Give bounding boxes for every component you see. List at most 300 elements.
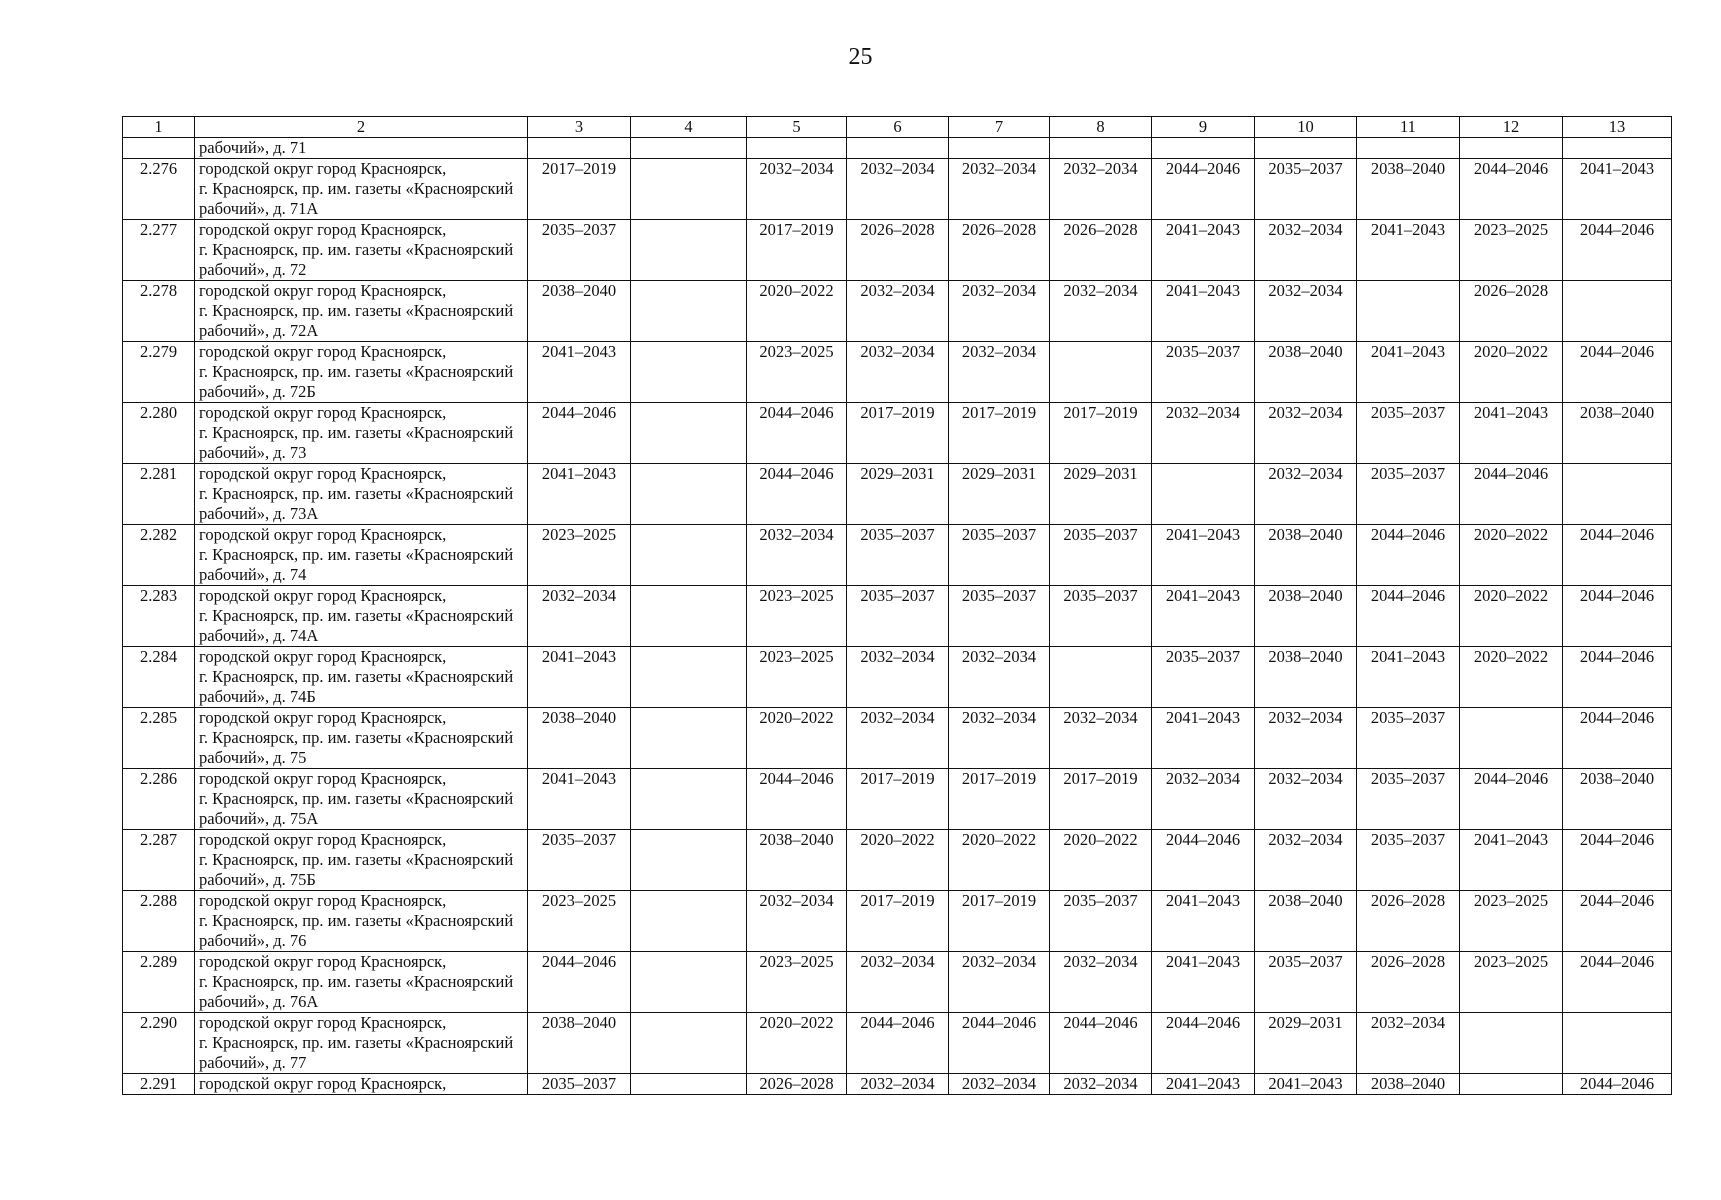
period-cell: 2044–2046 — [1460, 464, 1563, 525]
period-cell: 2035–2037 — [1357, 708, 1460, 769]
period-cell: 2044–2046 — [1152, 1013, 1255, 1074]
period-cell — [747, 138, 847, 159]
period-cell — [1357, 281, 1460, 342]
address-cell — [195, 220, 528, 281]
address-cell — [195, 281, 528, 342]
period-cell: 2023–2025 — [1460, 220, 1563, 281]
column-header: 10 — [1255, 117, 1357, 138]
period-cell: 2038–2040 — [528, 1013, 631, 1074]
row-number: 2.289 — [123, 952, 195, 1013]
period-cell — [631, 220, 747, 281]
period-cell: 2044–2046 — [1357, 586, 1460, 647]
period-cell: 2017–2019 — [949, 891, 1050, 952]
period-cell — [1460, 138, 1563, 159]
period-cell: 2038–2040 — [1563, 769, 1672, 830]
row-number — [123, 138, 195, 159]
address-line: рабочий», д. 72Б — [199, 382, 316, 401]
period-cell: 2044–2046 — [528, 403, 631, 464]
period-cell: 2038–2040 — [1357, 159, 1460, 220]
period-cell — [631, 138, 747, 159]
period-cell: 2020–2022 — [1460, 342, 1563, 403]
address-line: городской округ город Красноярск, — [199, 281, 447, 300]
page-number: 25 — [848, 44, 873, 70]
period-cell: 2044–2046 — [847, 1013, 949, 1074]
period-cell: 2035–2037 — [847, 586, 949, 647]
period-cell: 2035–2037 — [1152, 647, 1255, 708]
address-line: городской округ город Красноярск, — [199, 464, 447, 483]
period-cell — [1152, 464, 1255, 525]
period-cell: 2038–2040 — [1357, 1074, 1460, 1095]
address-line: г. Красноярск, пр. им. газеты «Красноярский — [199, 911, 514, 930]
address-line: рабочий», д. 75Б — [199, 870, 316, 889]
period-cell — [1050, 647, 1152, 708]
period-cell: 2032–2034 — [847, 952, 949, 1013]
period-cell — [631, 525, 747, 586]
period-cell: 2038–2040 — [528, 281, 631, 342]
period-cell: 2035–2037 — [1152, 342, 1255, 403]
row-number: 2.280 — [123, 403, 195, 464]
period-cell: 2041–2043 — [1460, 403, 1563, 464]
row-number: 2.290 — [123, 1013, 195, 1074]
period-cell: 2035–2037 — [1357, 830, 1460, 891]
address-line: г. Красноярск, пр. им. газеты «Красноярский — [199, 1033, 514, 1052]
period-cell: 2035–2037 — [528, 830, 631, 891]
address-line: г. Красноярск, пр. им. газеты «Красноярский — [199, 789, 514, 808]
column-header: 4 — [631, 117, 747, 138]
period-cell — [1563, 1013, 1672, 1074]
period-cell — [1050, 138, 1152, 159]
address-cell — [195, 1013, 528, 1074]
period-cell: 2023–2025 — [747, 647, 847, 708]
period-cell: 2038–2040 — [1255, 647, 1357, 708]
period-cell: 2041–2043 — [1152, 952, 1255, 1013]
address-line: г. Красноярск, пр. им. газеты «Красноярский — [199, 301, 514, 320]
address-line: рабочий», д. 73 — [199, 443, 307, 462]
period-cell: 2032–2034 — [847, 1074, 949, 1095]
period-cell: 2044–2046 — [1050, 1013, 1152, 1074]
period-cell: 2041–2043 — [1152, 1074, 1255, 1095]
period-cell — [1460, 708, 1563, 769]
period-cell: 2041–2043 — [528, 769, 631, 830]
column-header: 5 — [747, 117, 847, 138]
period-cell — [1563, 464, 1672, 525]
address-cell — [195, 647, 528, 708]
period-cell — [631, 891, 747, 952]
address-line: г. Красноярск, пр. им. газеты «Красноярский — [199, 240, 514, 259]
period-cell: 2041–2043 — [1152, 891, 1255, 952]
address-line: рабочий», д. 75А — [199, 809, 319, 828]
table-row — [123, 1013, 1672, 1074]
period-cell: 2044–2046 — [747, 403, 847, 464]
period-cell: 2032–2034 — [949, 708, 1050, 769]
period-cell: 2032–2034 — [847, 159, 949, 220]
period-cell: 2023–2025 — [528, 525, 631, 586]
column-header: 2 — [195, 117, 528, 138]
period-cell: 2035–2037 — [1255, 952, 1357, 1013]
period-cell: 2041–2043 — [1152, 220, 1255, 281]
address-line: городской округ город Красноярск, — [199, 647, 447, 666]
table-row — [123, 138, 1672, 159]
column-header: 3 — [528, 117, 631, 138]
period-cell: 2032–2034 — [1050, 281, 1152, 342]
period-cell: 2017–2019 — [747, 220, 847, 281]
address-line: г. Красноярск, пр. им. газеты «Красноярский — [199, 423, 514, 442]
period-cell — [631, 464, 747, 525]
period-cell: 2038–2040 — [1255, 586, 1357, 647]
period-cell: 2044–2046 — [1563, 830, 1672, 891]
address-line: городской округ город Красноярск, — [199, 525, 447, 544]
period-cell: 2032–2034 — [1255, 403, 1357, 464]
address-cell — [195, 159, 528, 220]
address-line: рабочий», д. 73А — [199, 504, 319, 523]
address-line: городской округ город Красноярск, — [199, 342, 447, 361]
period-cell: 2044–2046 — [1563, 1074, 1672, 1095]
address-line: городской округ город Красноярск, — [199, 1013, 447, 1032]
period-cell: 2020–2022 — [747, 708, 847, 769]
period-cell: 2032–2034 — [949, 342, 1050, 403]
period-cell: 2038–2040 — [1563, 403, 1672, 464]
period-cell: 2038–2040 — [528, 708, 631, 769]
address-line: городской округ город Красноярск, — [199, 159, 447, 178]
address-line: городской округ город Красноярск, — [199, 830, 447, 849]
period-cell: 2044–2046 — [1563, 952, 1672, 1013]
period-cell — [1050, 342, 1152, 403]
period-cell: 2023–2025 — [747, 952, 847, 1013]
row-number: 2.288 — [123, 891, 195, 952]
period-cell: 2032–2034 — [847, 647, 949, 708]
period-cell: 2038–2040 — [1255, 891, 1357, 952]
table-row — [123, 220, 1672, 281]
row-number: 2.278 — [123, 281, 195, 342]
table-row — [123, 952, 1672, 1013]
period-cell: 2017–2019 — [847, 891, 949, 952]
address-line: рабочий», д. 74Б — [199, 687, 316, 706]
period-cell — [631, 159, 747, 220]
period-cell: 2017–2019 — [528, 159, 631, 220]
period-cell — [1563, 138, 1672, 159]
address-line: рабочий», д. 71 — [199, 138, 307, 157]
period-cell: 2020–2022 — [747, 1013, 847, 1074]
address-line: г. Красноярск, пр. им. газеты «Красноярский — [199, 667, 514, 686]
period-cell: 2035–2037 — [1357, 464, 1460, 525]
period-cell — [631, 952, 747, 1013]
period-cell: 2032–2034 — [847, 708, 949, 769]
period-cell: 2032–2034 — [528, 586, 631, 647]
period-cell — [631, 708, 747, 769]
period-cell: 2023–2025 — [528, 891, 631, 952]
period-cell — [949, 138, 1050, 159]
row-number: 2.281 — [123, 464, 195, 525]
row-number: 2.277 — [123, 220, 195, 281]
table-row — [123, 1074, 1672, 1095]
period-cell: 2044–2046 — [949, 1013, 1050, 1074]
period-cell: 2032–2034 — [747, 891, 847, 952]
period-cell: 2041–2043 — [1563, 159, 1672, 220]
row-number: 2.286 — [123, 769, 195, 830]
period-cell: 2026–2028 — [1357, 891, 1460, 952]
period-cell: 2032–2034 — [949, 647, 1050, 708]
address-line: г. Красноярск, пр. им. газеты «Красноярский — [199, 728, 514, 747]
address-cell — [195, 403, 528, 464]
period-cell: 2035–2037 — [949, 525, 1050, 586]
address-line: рабочий», д. 76 — [199, 931, 307, 950]
period-cell: 2041–2043 — [1357, 647, 1460, 708]
period-cell: 2041–2043 — [528, 342, 631, 403]
period-cell: 2044–2046 — [1563, 647, 1672, 708]
period-cell: 2044–2046 — [1460, 769, 1563, 830]
period-cell: 2035–2037 — [847, 525, 949, 586]
address-line: рабочий», д. 74А — [199, 626, 319, 645]
period-cell: 2032–2034 — [747, 525, 847, 586]
period-cell: 2035–2037 — [528, 220, 631, 281]
row-number: 2.282 — [123, 525, 195, 586]
schedule-table — [122, 116, 1672, 1095]
address-line: рабочий», д. 74 — [199, 565, 307, 584]
address-line: рабочий», д. 72А — [199, 321, 319, 340]
row-number: 2.279 — [123, 342, 195, 403]
address-line: городской округ город Красноярск, — [199, 708, 447, 727]
table-row — [123, 586, 1672, 647]
period-cell: 2041–2043 — [1460, 830, 1563, 891]
column-number-row — [123, 117, 1672, 138]
period-cell: 2044–2046 — [747, 769, 847, 830]
period-cell: 2020–2022 — [1460, 586, 1563, 647]
address-cell — [195, 342, 528, 403]
period-cell: 2032–2034 — [1152, 769, 1255, 830]
table-row — [123, 464, 1672, 525]
row-number: 2.284 — [123, 647, 195, 708]
address-line: г. Красноярск, пр. им. газеты «Красноярский — [199, 606, 514, 625]
period-cell: 2032–2034 — [1050, 1074, 1152, 1095]
period-cell: 2023–2025 — [1460, 952, 1563, 1013]
period-cell: 2032–2034 — [949, 1074, 1050, 1095]
period-cell: 2026–2028 — [1050, 220, 1152, 281]
period-cell: 2044–2046 — [1563, 220, 1672, 281]
address-line: городской округ город Красноярск, — [199, 403, 447, 422]
period-cell: 2029–2031 — [847, 464, 949, 525]
period-cell: 2041–2043 — [1357, 342, 1460, 403]
period-cell: 2044–2046 — [1563, 891, 1672, 952]
period-cell: 2017–2019 — [847, 769, 949, 830]
period-cell — [631, 403, 747, 464]
period-cell: 2017–2019 — [949, 769, 1050, 830]
period-cell: 2029–2031 — [1255, 1013, 1357, 1074]
table-row — [123, 281, 1672, 342]
period-cell: 2020–2022 — [847, 830, 949, 891]
period-cell: 2032–2034 — [949, 159, 1050, 220]
period-cell: 2029–2031 — [1050, 464, 1152, 525]
period-cell: 2029–2031 — [949, 464, 1050, 525]
address-line: рабочий», д. 77 — [199, 1053, 307, 1072]
period-cell: 2032–2034 — [1050, 159, 1152, 220]
period-cell — [631, 647, 747, 708]
period-cell: 2041–2043 — [1152, 525, 1255, 586]
period-cell: 2044–2046 — [1460, 159, 1563, 220]
period-cell — [847, 138, 949, 159]
table-row — [123, 342, 1672, 403]
table-row — [123, 769, 1672, 830]
period-cell: 2035–2037 — [1050, 586, 1152, 647]
address-line: рабочий», д. 71А — [199, 199, 319, 218]
period-cell: 2035–2037 — [1050, 891, 1152, 952]
period-cell: 2044–2046 — [747, 464, 847, 525]
period-cell: 2041–2043 — [1357, 220, 1460, 281]
period-cell: 2038–2040 — [1255, 342, 1357, 403]
address-line: городской округ город Красноярск, — [199, 1074, 447, 1093]
address-cell — [195, 830, 528, 891]
period-cell — [631, 830, 747, 891]
address-line: городской округ город Красноярск, — [199, 769, 447, 788]
table-row — [123, 830, 1672, 891]
address-line: городской округ город Красноярск, — [199, 586, 447, 605]
address-line: г. Красноярск, пр. им. газеты «Красноярский — [199, 484, 514, 503]
period-cell — [1357, 138, 1460, 159]
row-number: 2.291 — [123, 1074, 195, 1095]
period-cell: 2023–2025 — [747, 342, 847, 403]
period-cell: 2041–2043 — [1255, 1074, 1357, 1095]
period-cell: 2044–2046 — [1563, 342, 1672, 403]
period-cell: 2023–2025 — [1460, 891, 1563, 952]
period-cell: 2044–2046 — [1563, 586, 1672, 647]
period-cell — [631, 586, 747, 647]
period-cell: 2041–2043 — [1152, 586, 1255, 647]
address-cell — [195, 891, 528, 952]
address-cell — [195, 586, 528, 647]
table-row — [123, 647, 1672, 708]
column-header: 7 — [949, 117, 1050, 138]
address-line: г. Красноярск, пр. им. газеты «Красноярский — [199, 972, 514, 991]
period-cell: 2044–2046 — [1357, 525, 1460, 586]
address-cell — [195, 1074, 528, 1095]
address-line: рабочий», д. 72 — [199, 260, 307, 279]
period-cell: 2038–2040 — [1255, 525, 1357, 586]
period-cell: 2017–2019 — [847, 403, 949, 464]
period-cell — [1255, 138, 1357, 159]
address-line: рабочий», д. 76А — [199, 992, 319, 1011]
period-cell: 2035–2037 — [1050, 525, 1152, 586]
period-cell: 2026–2028 — [1460, 281, 1563, 342]
address-line: г. Красноярск, пр. им. газеты «Красноярский — [199, 362, 514, 381]
period-cell: 2020–2022 — [949, 830, 1050, 891]
period-cell: 2032–2034 — [1255, 464, 1357, 525]
period-cell: 2032–2034 — [949, 281, 1050, 342]
period-cell: 2026–2028 — [747, 1074, 847, 1095]
period-cell: 2032–2034 — [1255, 769, 1357, 830]
period-cell: 2020–2022 — [1460, 647, 1563, 708]
address-line: городской округ город Красноярск, — [199, 220, 447, 239]
table-row — [123, 159, 1672, 220]
period-cell: 2032–2034 — [847, 281, 949, 342]
address-line: городской округ город Красноярск, — [199, 891, 447, 910]
period-cell: 2026–2028 — [1357, 952, 1460, 1013]
period-cell — [631, 281, 747, 342]
column-header: 9 — [1152, 117, 1255, 138]
period-cell: 2035–2037 — [1357, 403, 1460, 464]
period-cell: 2041–2043 — [528, 464, 631, 525]
period-cell: 2041–2043 — [1152, 281, 1255, 342]
period-cell: 2035–2037 — [528, 1074, 631, 1095]
table-row — [123, 891, 1672, 952]
period-cell — [631, 1074, 747, 1095]
column-header: 12 — [1460, 117, 1563, 138]
period-cell: 2032–2034 — [1255, 830, 1357, 891]
period-cell: 2044–2046 — [1152, 159, 1255, 220]
period-cell: 2020–2022 — [747, 281, 847, 342]
period-cell: 2041–2043 — [528, 647, 631, 708]
period-cell: 2032–2034 — [747, 159, 847, 220]
address-cell — [195, 769, 528, 830]
period-cell: 2032–2034 — [1152, 403, 1255, 464]
address-line: рабочий», д. 75 — [199, 748, 307, 767]
period-cell: 2035–2037 — [949, 586, 1050, 647]
period-cell: 2044–2046 — [528, 952, 631, 1013]
address-cell — [195, 708, 528, 769]
period-cell: 2032–2034 — [1255, 281, 1357, 342]
table-row — [123, 708, 1672, 769]
period-cell: 2041–2043 — [1152, 708, 1255, 769]
row-number: 2.287 — [123, 830, 195, 891]
period-cell — [528, 138, 631, 159]
column-header: 1 — [123, 117, 195, 138]
period-cell: 2026–2028 — [949, 220, 1050, 281]
period-cell — [1460, 1013, 1563, 1074]
row-number: 2.276 — [123, 159, 195, 220]
address-cell — [195, 952, 528, 1013]
address-line: г. Красноярск, пр. им. газеты «Красноярский — [199, 545, 514, 564]
column-header: 8 — [1050, 117, 1152, 138]
address-line: г. Красноярск, пр. им. газеты «Красноярский — [199, 179, 514, 198]
period-cell: 2020–2022 — [1460, 525, 1563, 586]
column-header: 13 — [1563, 117, 1672, 138]
table-row — [123, 403, 1672, 464]
period-cell: 2032–2034 — [949, 952, 1050, 1013]
period-cell: 2032–2034 — [847, 342, 949, 403]
row-number: 2.283 — [123, 586, 195, 647]
period-cell: 2032–2034 — [1255, 708, 1357, 769]
column-header: 6 — [847, 117, 949, 138]
period-cell: 2044–2046 — [1152, 830, 1255, 891]
period-cell — [631, 769, 747, 830]
period-cell: 2026–2028 — [847, 220, 949, 281]
period-cell: 2032–2034 — [1050, 708, 1152, 769]
period-cell: 2044–2046 — [1563, 708, 1672, 769]
period-cell: 2032–2034 — [1357, 1013, 1460, 1074]
period-cell: 2032–2034 — [1255, 220, 1357, 281]
period-cell: 2038–2040 — [747, 830, 847, 891]
column-header: 11 — [1357, 117, 1460, 138]
period-cell: 2035–2037 — [1255, 159, 1357, 220]
row-number: 2.285 — [123, 708, 195, 769]
period-cell — [1152, 138, 1255, 159]
period-cell: 2020–2022 — [1050, 830, 1152, 891]
period-cell — [1460, 1074, 1563, 1095]
period-cell: 2017–2019 — [949, 403, 1050, 464]
table-row — [123, 525, 1672, 586]
period-cell — [631, 1013, 747, 1074]
period-cell: 2023–2025 — [747, 586, 847, 647]
address-line: г. Красноярск, пр. им. газеты «Красноярский — [199, 850, 514, 869]
address-line: городской округ город Красноярск, — [199, 952, 447, 971]
address-cell — [195, 138, 528, 159]
address-cell — [195, 464, 528, 525]
period-cell: 2035–2037 — [1357, 769, 1460, 830]
address-cell — [195, 525, 528, 586]
period-cell: 2032–2034 — [1050, 952, 1152, 1013]
period-cell: 2017–2019 — [1050, 769, 1152, 830]
period-cell — [1563, 281, 1672, 342]
period-cell — [631, 342, 747, 403]
period-cell: 2017–2019 — [1050, 403, 1152, 464]
